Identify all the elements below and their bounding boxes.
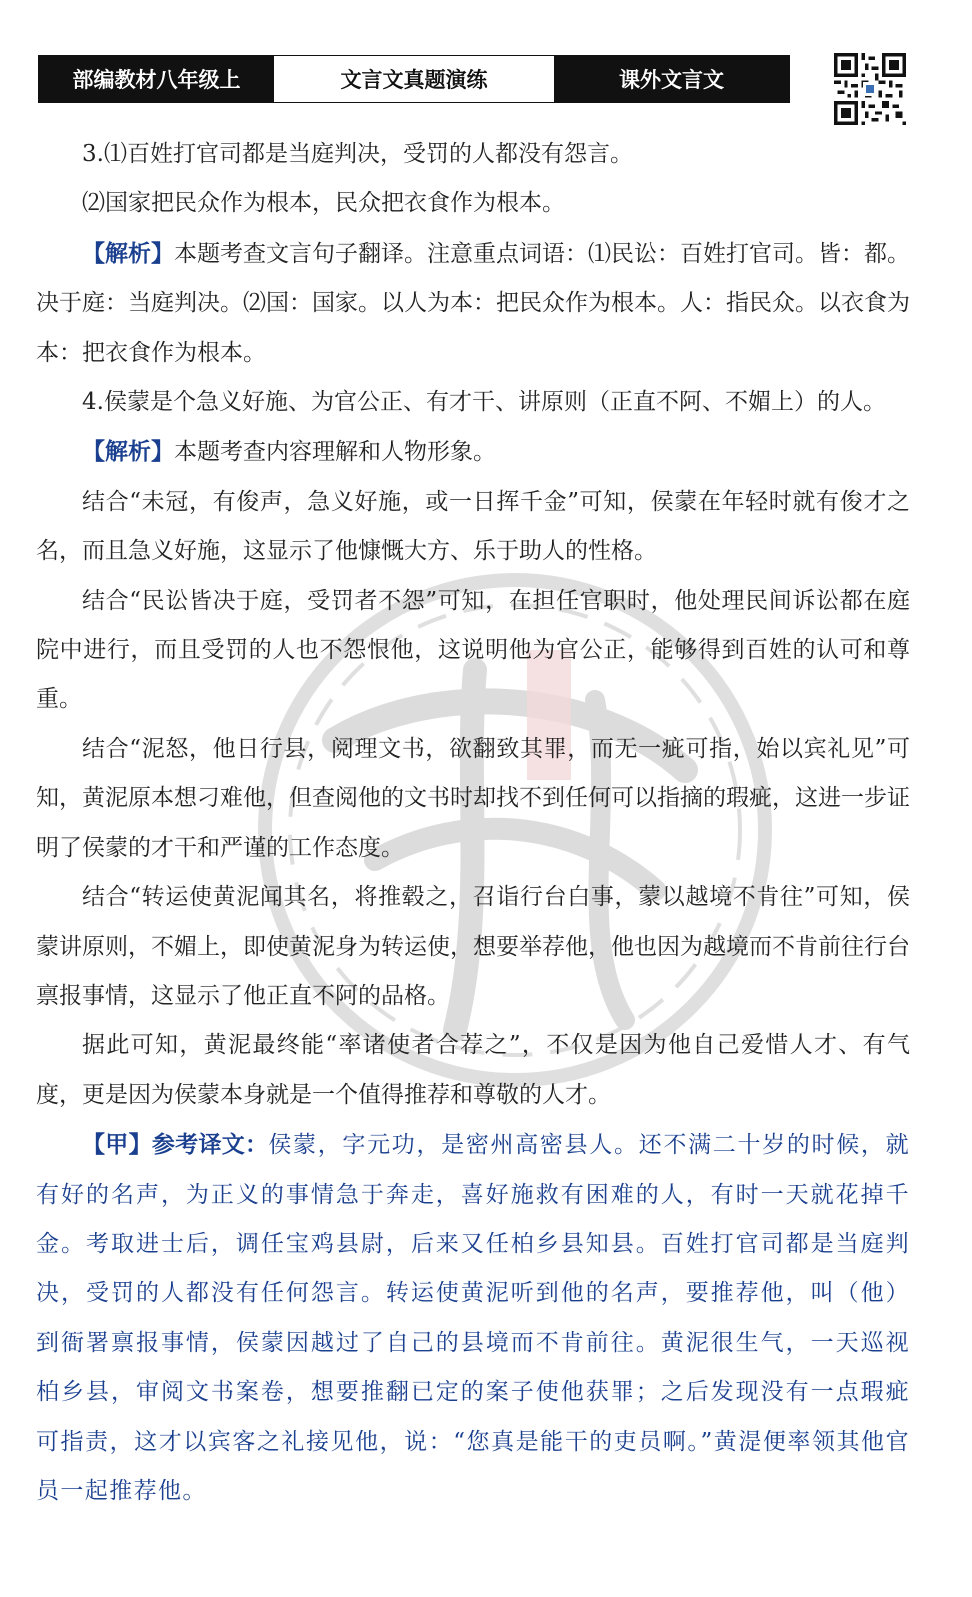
header-bar bbox=[38, 55, 790, 103]
header-title: 文言文真题演练 bbox=[274, 56, 554, 102]
answer-content bbox=[36, 130, 910, 1516]
header-category-label: 课外文言文 bbox=[554, 56, 789, 102]
analysis-paragraph-5: 据此可知，黄泥最终能“率诸使者合荐之”，不仅是因为他自己爱惜人才、有气度，更是因为侯蒙本身就是一个值得推荐和尊敬的人才。 bbox=[36, 1032, 910, 1108]
translation-tag: 【甲】参考译文： bbox=[82, 1131, 269, 1159]
translation-text: 侯蒙，字元功，是密州高密县人。还不满二十岁的时候，就有好的名声，为正义的事情急于奔走，喜好施救有困难的人，有时一天就花掉千金。考取进士后，调任宝鸡县尉，后来又任柏乡县知县。百姓打官司都是当庭判决，受罚的人都没有任何怨言。转运使黄泥听到他的名声，要推荐他，叫（他）到衙署禀报事情，侯蒙因越过了自己的县境而不肯前往。黄泥很生气，一天巡视柏乡县，审阅文书案卷，想要推翻已定的案子使他获罪；之后发现没有一点瑕疵可指责，这才以宾客之礼接见他，说：“您真是能干的吏员啊。”黄湜便率领其他官员一起推荐他。 bbox=[36, 1132, 910, 1504]
analysis-paragraph-3: 结合“泥怒，他日行县，阅理文书，欲翻致其罪，而无一疵可指，始以宾礼见”可知，黄泥原本想刁难他，但查阅他的文书时却找不到任何可以指摘的瑕疵，这进一步证明了侯蒙的才干和严谨的工作态度。 bbox=[36, 735, 910, 861]
header-grade-label: 部编教材八年级上 bbox=[39, 56, 274, 102]
reference-translation bbox=[36, 1120, 910, 1516]
qr-code-icon[interactable] bbox=[834, 53, 906, 125]
analysis-paragraph-1: 结合“未冠，有俊声，急义好施，或一日挥千金”可知，侯蒙在年轻时就有俊才之名，而且急义好施，这显示了他慷慨大方、乐于助人的性格。 bbox=[36, 488, 910, 565]
answer-4-analysis bbox=[36, 427, 910, 477]
analysis-paragraph-4: 结合“转运使黄泥闻其名，将推毂之，召诣行台白事，蒙以越境不肯往”可知，侯蒙讲原则，不媚上，即使黄泥身为转运使，想要举荐他，他也因为越境而不肯前往行台禀报事情，这显示了他正直不阿的品格。 bbox=[36, 884, 910, 1009]
answer-3-part-1: 3.⑴百姓打官司都是当庭判决，受罚的人都没有怨言。 bbox=[82, 141, 633, 167]
answer-4-analysis-text: 本题考查内容理解和人物形象。 bbox=[174, 439, 496, 466]
answer-3-analysis bbox=[36, 229, 910, 378]
analysis-tag: 【解析】 bbox=[82, 239, 174, 267]
analysis-paragraph-2: 结合“民讼皆决于庭，受罚者不怨”可知，在担任官职时，他处理民间诉讼都在庭院中进行，而且受罚的人也不怨恨他，这说明他为官公正，能够得到百姓的认可和尊重。 bbox=[36, 587, 910, 713]
analysis-tag: 【解析】 bbox=[82, 438, 174, 466]
answer-4: 4.侯蒙是个急义好施、为官公正、有才干、讲原则（正直不阿、不媚上）的人。 bbox=[82, 389, 886, 416]
answer-3-analysis-text: 本题考查文言句子翻译。注意重点词语：⑴民讼：百姓打官司。皆：都。决于庭：当庭判决。⑵国：国家。以人为本：把民众作为根本。人：指民众。以衣食为本：把衣食作为根本。 bbox=[36, 240, 910, 366]
answer-3-part-2: ⑵国家把民众作为根本，民众把衣食作为根本。 bbox=[82, 190, 565, 217]
